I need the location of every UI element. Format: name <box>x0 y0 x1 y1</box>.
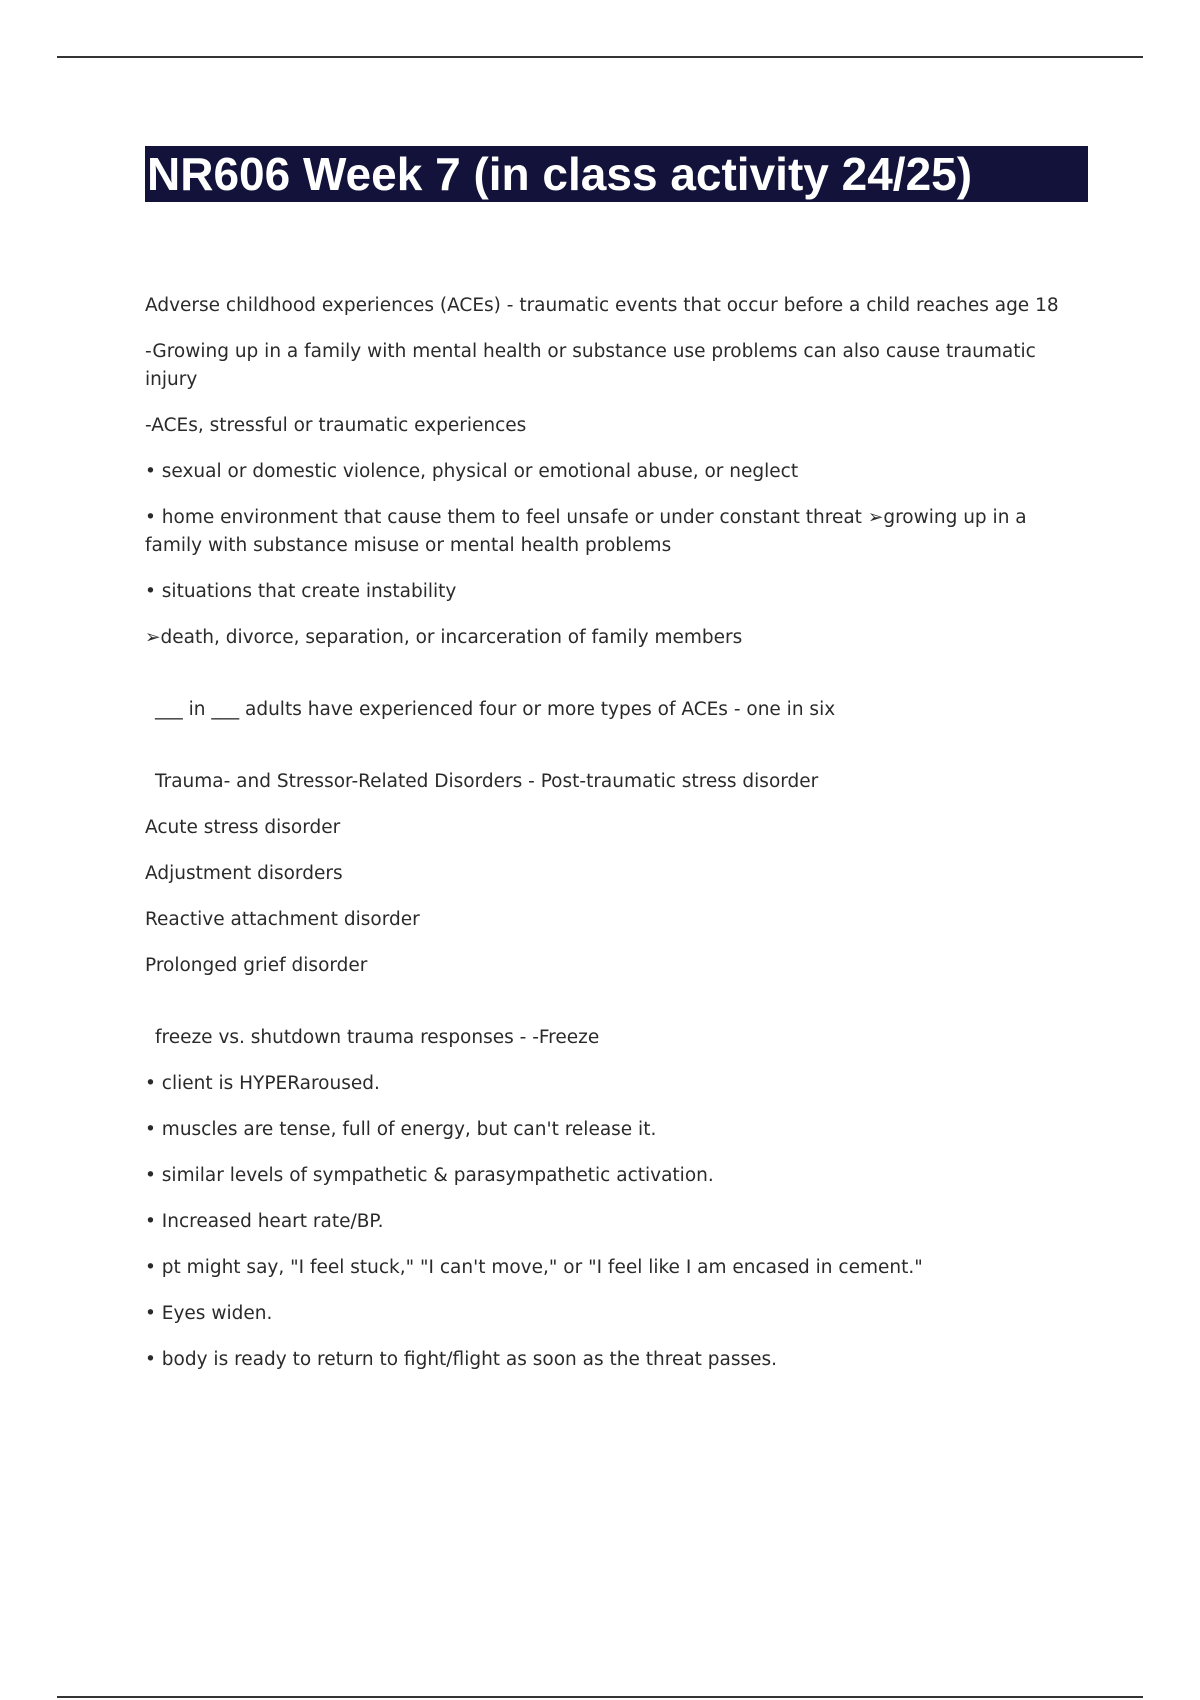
document-title: NR606 Week 7 (in class activity 24/25) <box>145 146 1088 202</box>
card-line: Acute stress disorder <box>145 817 341 838</box>
card-line: -ACEs, stressful or traumatic experiences <box>145 415 527 436</box>
document-body <box>145 292 1080 1392</box>
card-line: • Increased heart rate/BP. <box>145 1211 384 1232</box>
top-divider <box>57 56 1143 58</box>
flashcard-aces <box>145 292 1080 652</box>
card-line: ➢death, divorce, separation, or incarceration of family members <box>145 627 743 648</box>
card-line: • Eyes widen. <box>145 1303 273 1324</box>
card-question: ___ in ___ adults have experienced four or more types of ACEs - one in six <box>155 699 836 720</box>
card-line: Adjustment disorders <box>145 863 343 884</box>
card-line: • sexual or domestic violence, physical or emotional abuse, or neglect <box>145 461 799 482</box>
card-line: • muscles are tense, full of energy, but can't release it. <box>145 1119 657 1140</box>
card-question: Trauma- and Stressor-Related Disorders - Post-traumatic stress disorder <box>155 771 819 792</box>
card-line: Reactive attachment disorder <box>145 909 420 930</box>
card-line: • similar levels of sympathetic & parasympathetic activation. <box>145 1165 714 1186</box>
card-line: Prolonged grief disorder <box>145 955 368 976</box>
card-question: freeze vs. shutdown trauma responses - -Freeze <box>155 1027 600 1048</box>
card-line: • body is ready to return to fight/flight as soon as the threat passes. <box>145 1349 778 1370</box>
card-line: Adverse childhood experiences (ACEs) - traumatic events that occur before a child reaches age 18 <box>145 295 1059 316</box>
card-line: • situations that create instability <box>145 581 457 602</box>
card-line: • home environment that cause them to feel unsafe or under constant threat ➢growing up in a family with substance misuse or mental health problems <box>145 507 1027 556</box>
bottom-divider <box>57 1696 1143 1698</box>
flashcard-trauma-disorders <box>145 768 1080 980</box>
card-line: -Growing up in a family with mental health or substance use problems can also cause traumatic injury <box>145 341 1036 390</box>
card-line: • pt might say, "I feel stuck," "I can't move," or "I feel like I am encased in cement." <box>145 1257 923 1278</box>
flashcard-freeze-shutdown <box>145 1024 1080 1374</box>
card-line: • client is HYPERaroused. <box>145 1073 380 1094</box>
flashcard-aces-ratio <box>145 696 1080 724</box>
